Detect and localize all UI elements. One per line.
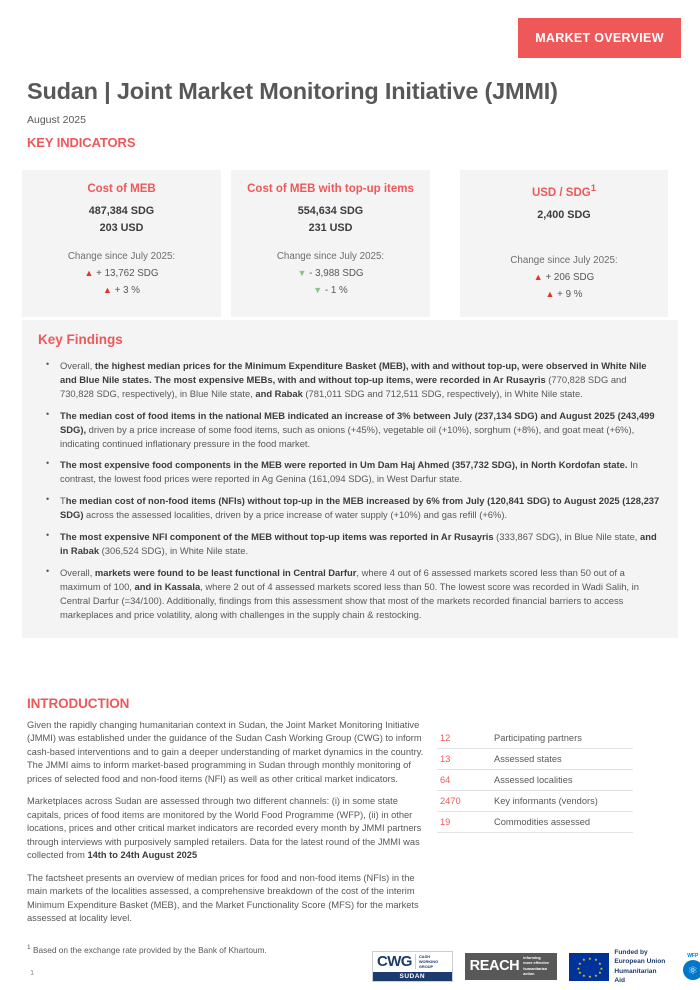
indicator-card-usd-sdg <box>460 170 668 317</box>
title-block <box>27 78 667 150</box>
indicator-value-sdg: 2,400 SDG <box>537 208 591 221</box>
page-number: 1 <box>30 968 35 977</box>
indicator-value-usd: 231 USD <box>308 221 353 234</box>
report-date: August 2025 <box>27 114 86 127</box>
key-indicator-cards <box>22 170 678 317</box>
indicator-value-usd: 203 USD <box>99 221 144 234</box>
cwg-sub-line-2: WORKING <box>418 959 439 965</box>
indicator-value-sdg: 554,634 SDG <box>297 205 364 217</box>
arrow-down-icon: ▼ <box>297 268 307 279</box>
cwg-logo-country: SUDAN <box>373 972 452 982</box>
indicator-title-text: USD / SDG <box>531 186 591 199</box>
indicator-change-absolute-value: - 3,988 SDG <box>309 268 364 280</box>
indicator-title: Cost of MEB <box>87 183 156 195</box>
key-findings-title: Key Findings <box>38 332 123 347</box>
stat-value: 13 <box>440 754 451 764</box>
footnote-marker: 1 <box>27 944 31 951</box>
stat-label: Key informants (vendors) <box>494 796 598 806</box>
cwg-sudan-logo <box>372 951 453 982</box>
indicator-change-absolute <box>239 266 422 283</box>
reach-logo-word: REACH <box>469 958 520 975</box>
eu-text-line-3: Humanitarian Aid <box>614 967 657 984</box>
stat-value: 12 <box>440 733 451 743</box>
indicator-change-absolute-value: + 13,762 SDG <box>96 268 159 280</box>
indicator-change-percent-value: + 9 % <box>557 288 583 300</box>
reach-logo-subtext <box>523 956 552 977</box>
key-findings-panel <box>22 320 678 638</box>
eu-text-line-2: European Union <box>614 958 666 966</box>
introduction-section <box>27 696 425 935</box>
table-row <box>437 728 633 749</box>
indicator-value-sdg: 487,384 SDG <box>88 205 155 217</box>
cwg-logo-letters: CWG <box>377 953 412 971</box>
introduction-paragraph: The factsheet presents an overview of median prices for food and non-food items (NFIs) in the main markets of the localities assessed, a comprehensive breakdown of the cost of the interim Minimum Expenditure Basket (MEB), and the Market Functionality Score (MFS) for the markets assessed at locality level. <box>27 872 419 924</box>
market-overview-banner <box>518 18 681 58</box>
wfp-logo-word: WFP <box>687 953 699 959</box>
key-indicators-heading: KEY INDICATORS <box>27 135 136 151</box>
list-item: • The most expensive NFI component of the MEB without top-up items was reported in Ar Rusayris (333,867 SDG), in Blue Nile state, and in Rabak (306,524 SDG), in White Nile state. <box>38 530 662 558</box>
arrow-up-icon: ▲ <box>533 272 543 282</box>
reach-sub-line-2: more effective <box>523 961 549 966</box>
indicator-value-spacer <box>468 224 660 241</box>
indicator-change-percent <box>239 283 422 300</box>
indicator-title-footnote-marker: 1 <box>590 183 597 194</box>
list-item: • The most expensive food components in the MEB were reported in Um Dam Haj Ahmed (357,732 SDG), in North Kordofan state. In contrast, the lowest food prices were reported in Ag Genina (161,094 SDG), in West Darfur state. <box>38 458 662 486</box>
indicator-change-absolute-value: + 206 SDG <box>545 272 595 283</box>
indicator-change-percent <box>468 287 660 304</box>
wfp-logo-emblem-icon: ⚛ <box>683 960 700 980</box>
eu-text-line-1: Funded by <box>614 948 648 956</box>
key-findings-list <box>38 359 662 622</box>
list-item: • Overall, markets were found to be least functional in Central Darfur, where 4 out of 6 assessed markets scored less than 50 out of a maximum of 100, and in Kassala, where 2 out of 4 assessed markets scored less than 50. The lowest score was recorded in Wadi Salih, in Central Darfur (=34/100). Additionally, findings from this assessment show that most of the markets recorded financial barriers to access markeplaces and price volatility, along with challenges in the supply chain & restocking. <box>38 566 662 622</box>
cwg-sub-line-1: CASH <box>418 954 430 960</box>
eu-logo-text <box>614 948 666 985</box>
reach-sub-line-3: humanitarian action <box>523 966 548 976</box>
stat-label: Participating partners <box>494 733 582 743</box>
stat-value: 19 <box>440 817 451 827</box>
table-row <box>437 812 633 833</box>
introduction-title: INTRODUCTION <box>27 696 130 711</box>
indicator-change-percent-value: - 1 % <box>324 284 348 296</box>
market-overview-banner-label: MARKET OVERVIEW <box>535 31 664 45</box>
reach-sub-line-1: Informing <box>523 956 541 961</box>
stat-value: 2470 <box>440 796 461 806</box>
footnote-text: Based on the exchange rate provided by the Bank of Khartoum. <box>32 944 267 955</box>
list-item: • Overall, the highest median prices for the Minimum Expenditure Basket (MEB), with and without top-up, were observed in White Nile and Blue Nile states. The most expensive MEBs, with and without top-up items, were recorded in Ar Rusayris (770,828 SDG and 730,828 SDG, respectively), in Blue Nile state, and Rabak (781,011 SDG and 712,511 SDG, respectively), in White Nile state. <box>38 359 662 401</box>
stat-label: Assessed localities <box>494 775 573 785</box>
indicator-change-percent <box>30 283 213 300</box>
indicator-change-label: Change since July 2025: <box>276 251 385 263</box>
indicator-title <box>468 183 660 199</box>
cwg-logo-top <box>373 952 452 972</box>
eu-humanitarian-aid-logo <box>569 948 666 985</box>
eu-flag-icon: ★ ★ ★ ★ ★ ★ ★ ★ ★ ★ ★ ★ <box>569 953 609 981</box>
indicator-change-label: Change since July 2025: <box>67 251 176 263</box>
arrow-up-icon: ▲ <box>545 288 555 299</box>
cwg-sub-line-3: GROUP <box>418 964 434 970</box>
page-title: Sudan | Joint Market Monitoring Initiative (JMMI) <box>27 78 558 104</box>
introduction-paragraph: Marketplaces across Sudan are assessed through two different channels: (i) in some state capitals, prices of food items are monitored by the World Food Programme (WFP), (ii) in other locations, prices and other critical market indicators are recorded every month by JMMI partners through interviews with purposively sampled retailers. Data for the latest round of the JMMI was collected from 14th to 24th August 2025 <box>27 796 422 861</box>
footer-logos <box>372 950 700 983</box>
table-row <box>437 749 633 770</box>
reach-logo <box>465 953 558 980</box>
cwg-logo-subtext <box>415 954 438 969</box>
footnote <box>27 944 267 955</box>
stat-label: Commodities assessed <box>494 817 591 827</box>
indicator-card-cost-of-meb <box>22 170 221 317</box>
indicator-change-absolute <box>468 270 660 287</box>
arrow-up-icon: ▲ <box>103 284 112 295</box>
arrow-down-icon: ▼ <box>313 284 323 295</box>
assessment-stats-table <box>437 728 633 833</box>
wfp-logo <box>678 953 700 980</box>
stat-value: 64 <box>440 775 451 785</box>
table-row <box>437 791 633 812</box>
indicator-change-label: Change since July 2025: <box>510 255 618 267</box>
list-item: • The median cost of food items in the national MEB indicated an increase of 3% between July (237,134 SDG) and August 2025 (243,499 SDG), driven by a price increase of some food items, such as onions (+45%), vegetable oil (+10%), sorghum (+8%), and goat meat (+6%), indicating continued inflationary pressure in the food market. <box>38 409 662 451</box>
introduction-paragraph: Given the rapidly changing humanitarian context in Sudan, the Joint Market Monitoring Initiative (JMMI) was established under the guidance of the Sudan Cash Working Group (CWG) to inform cash-based interventions and to gain a deeper understanding of market dynamics in the country. The JMMI aims to inform market-based programming in Sudan through monthly monitoring of prices of selected food and non-food items (NFI) as well as other critical market indicators. <box>27 720 424 784</box>
indicator-card-cost-of-meb-topup <box>231 170 430 317</box>
indicator-title: Cost of MEB with top-up items <box>247 183 414 195</box>
table-row <box>437 770 633 791</box>
indicator-change-absolute <box>30 266 213 283</box>
arrow-up-icon: ▲ <box>84 268 94 279</box>
list-item: • The median cost of non-food items (NFIs) without top-up in the MEB increased by 6% from July (120,841 SDG) to August 2025 (128,237 SDG) across the assessed localities, driven by a price increase of water supply (+10%) and gas refill (+6%). <box>38 494 662 522</box>
stat-label: Assessed states <box>494 754 562 764</box>
indicator-change-percent-value: + 3 % <box>114 284 140 296</box>
